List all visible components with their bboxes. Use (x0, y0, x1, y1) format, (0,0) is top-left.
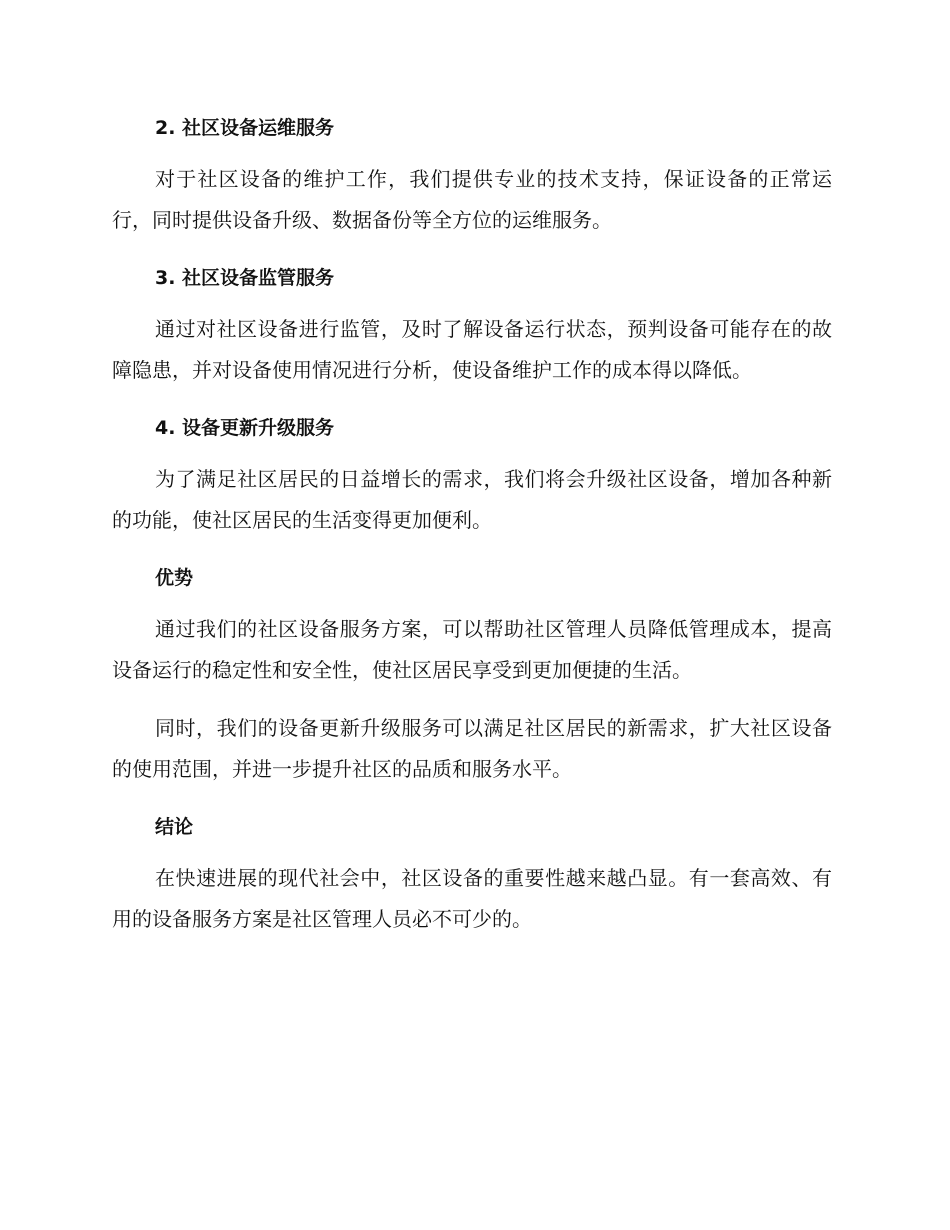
section-heading-advantages: 优势 (155, 567, 194, 589)
paragraph-maintenance: 对于社区设备的维护工作，我们提供专业的技术支持，保证设备的正常运行，同时提供设备升级、数据备份等全方位的运维服务。 (112, 167, 832, 232)
section-heading-upgrade: 4. 设备更新升级服务 (155, 417, 335, 439)
document-body (112, 108, 832, 957)
section-heading-maintenance: 2. 社区设备运维服务 (155, 117, 335, 139)
paragraph-supervision: 通过对社区设备进行监管，及时了解设备运行状态，预判设备可能存在的故障隐患，并对设备使用情况进行分析，使设备维护工作的成本得以降低。 (112, 317, 832, 382)
paragraph-upgrade: 为了满足社区居民的日益增长的需求，我们将会升级社区设备，增加各种新的功能，使社区居民的生活变得更加便利。 (112, 467, 832, 532)
section-heading-conclusion: 结论 (155, 816, 194, 838)
paragraph-advantages-2: 同时，我们的设备更新升级服务可以满足社区居民的新需求，扩大社区设备的使用范围，并进一步提升社区的品质和服务水平。 (112, 716, 832, 781)
paragraph-conclusion: 在快速进展的现代社会中，社区设备的重要性越来越凸显。有一套高效、有用的设备服务方案是社区管理人员必不可少的。 (112, 866, 832, 931)
paragraph-advantages-1: 通过我们的社区设备服务方案，可以帮助社区管理人员降低管理成本，提高设备运行的稳定性和安全性，使社区居民享受到更加便捷的生活。 (112, 617, 832, 682)
section-heading-supervision: 3. 社区设备监管服务 (155, 267, 335, 289)
